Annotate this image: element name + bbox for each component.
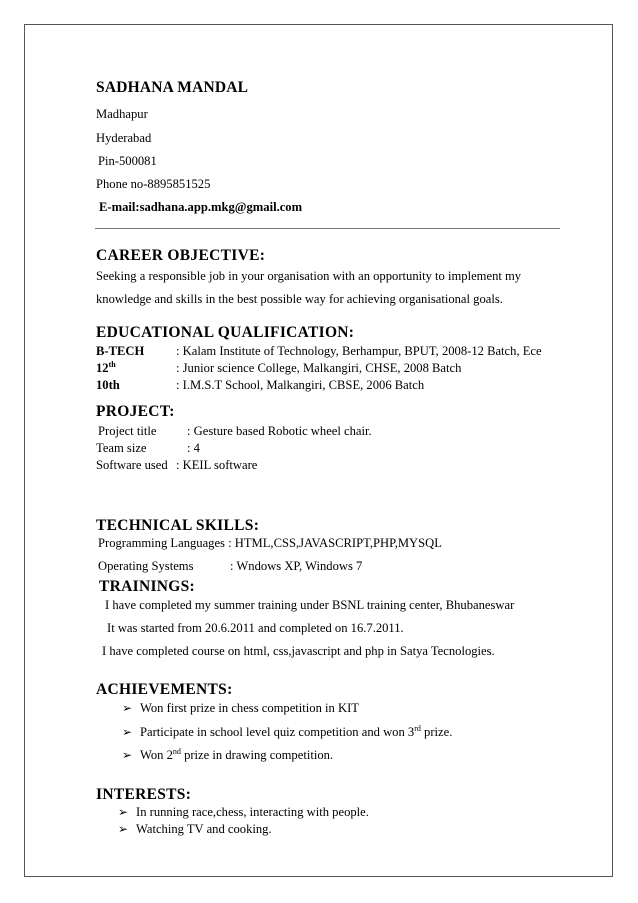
achievement-item: ➢ Participate in school level quiz competition and won 3rd prize.: [122, 723, 453, 739]
phone-number: Phone no-8895851525: [96, 177, 211, 191]
project-title-value: : Gesture based Robotic wheel chair.: [187, 424, 372, 438]
address-line-2: Hyderabad: [96, 131, 152, 145]
team-size-value: : 4: [187, 441, 200, 455]
interests-heading: INTERESTS:: [96, 786, 192, 803]
header-divider: [95, 228, 560, 229]
team-size-label: Team size: [96, 441, 147, 455]
achievement-item: ➢ Won 2nd prize in drawing competition.: [122, 746, 334, 762]
edu-label-btech: B-TECH: [96, 344, 145, 358]
project-heading: PROJECT:: [96, 403, 175, 420]
edu-detail-btech: : Kalam Institute of Technology, Berhampur, BPUT, 2008-12 Batch, Ece: [176, 344, 542, 358]
interest-item: ➢ In running race,chess, interacting with people.: [118, 805, 369, 819]
candidate-name: SADHANA MANDAL: [96, 79, 249, 96]
arrow-bullet-icon: ➢: [122, 701, 133, 715]
operating-systems-label: Operating Systems: [98, 559, 194, 573]
interest-item: ➢ Watching TV and cooking.: [118, 822, 272, 836]
email-address: E-mail:sadhana.app.mkg@gmail.com: [99, 200, 303, 214]
training-line-3: I have completed course on html, css,javascript and php in Satya Tecnologies.: [102, 644, 495, 658]
edu-label-12th: 12th: [96, 359, 116, 375]
address-line-1: Madhapur: [96, 107, 148, 121]
trainings-heading: TRAININGS:: [99, 578, 196, 595]
arrow-bullet-icon: ➢: [122, 748, 133, 762]
edu-detail-12th: : Junior science College, Malkangiri, CHSE, 2008 Batch: [176, 361, 462, 375]
arrow-bullet-icon: ➢: [122, 725, 133, 739]
operating-systems-value: : Wndows XP, Windows 7: [230, 559, 363, 573]
achievements-heading: ACHIEVEMENTS:: [96, 681, 233, 698]
education-heading: EDUCATIONAL QUALIFICATION:: [96, 324, 355, 341]
project-title-label: Project title: [98, 424, 157, 438]
career-objective-line-2: knowledge and skills in the best possible way for achieving organisational goals.: [96, 292, 503, 306]
training-line-1: I have completed my summer training under BSNL training center, Bhubaneswar: [105, 598, 515, 612]
technical-skills-heading: TECHNICAL SKILLS:: [96, 517, 260, 534]
edu-detail-10th: : I.M.S.T School, Malkangiri, CBSE, 2006 Batch: [176, 378, 425, 392]
software-used-value: : KEIL software: [176, 458, 258, 472]
software-used-label: Software used: [96, 458, 168, 472]
edu-label-10th: 10th: [96, 378, 120, 392]
training-line-2: It was started from 20.6.2011 and completed on 16.7.2011.: [107, 621, 404, 635]
pin-code: Pin-500081: [98, 154, 157, 168]
achievement-item: ➢ Won first prize in chess competition in KIT: [122, 701, 359, 715]
arrow-bullet-icon: ➢: [118, 805, 129, 819]
programming-languages: Programming Languages : HTML,CSS,JAVASCRIPT,PHP,MYSQL: [98, 536, 442, 550]
arrow-bullet-icon: ➢: [118, 822, 129, 836]
career-objective-heading: CAREER OBJECTIVE:: [96, 247, 266, 264]
career-objective-line-1: Seeking a responsible job in your organisation with an opportunity to implement my: [96, 269, 522, 283]
